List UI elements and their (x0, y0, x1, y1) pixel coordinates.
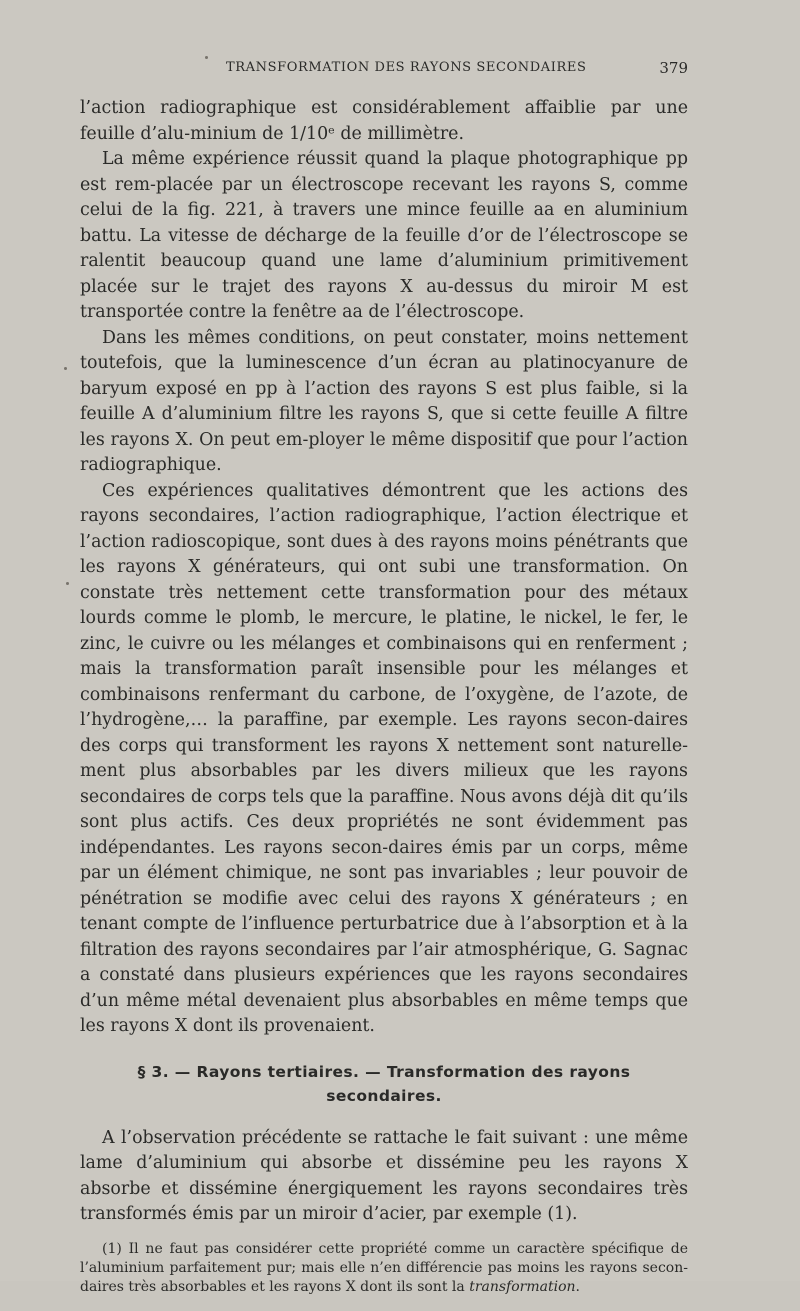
continued-paragraph: l’action radiographique est considérablement affaiblie par une feuille d’alu-minium de 1/10ᵉ de millimètre. (80, 98, 688, 144)
tertiary-rays-paragraph: A l’observation précédente se rattache le fait suivant : une même lame d’aluminium qui absorbe et dissémine peu les rayons X absorbe et dissémine énergiquement les rayons secondaires très transformés émis par un miroir d’acier, par exemple (1). (80, 1127, 688, 1224)
footnote-text: (1) Il ne faut pas considérer cette propriété comme un caractère spécifique de l’aluminium parfaitement pur; mais elle n’en différencie pas moins les rayons secon-daires très absorbables et les rayons X dont ils sont la (80, 1240, 688, 1295)
section-heading-line-1: § 3. — Rayons tertiaires. — Transformation des rayons (137, 1062, 631, 1081)
ink-speck-left (66, 582, 69, 585)
footnote (80, 1240, 688, 1297)
section-heading-line-2: secondaires. (326, 1086, 442, 1105)
footnote-end: . (575, 1278, 580, 1295)
page-header (80, 56, 688, 82)
electroscope-paragraph: La même expérience réussit quand la plaque photographique pp est rem-placée par un électroscope recevant les rayons S, comme celui de la fig. 221, à travers une mince feuille aa en aluminium battu. La vitesse de décharge de la feuille d’or de l’électroscope se ralentit beaucoup quand une lame d’aluminium primitivement placée sur le trajet des rayons X au-dessus du miroir M est transportée contre la fenêtre aa de l’électroscope. (80, 149, 688, 322)
page-body (80, 96, 688, 1311)
ink-speck-margin (64, 367, 67, 370)
section-heading (80, 1060, 688, 1108)
footnote-emphasis: transformation (469, 1278, 576, 1295)
running-head: TRANSFORMATION DES RAYONS SECONDAIRES (226, 60, 587, 75)
luminescence-paragraph: Dans les mêmes conditions, on peut constater, moins nettement toutefois, que la luminescence d’un écran au platinocyanure de baryum exposé en pp à l’action des rayons S est plus faible, si la feuille A d’aluminium filtre les rayons S, que si cette feuille A filtre les rayons X. On peut em-ployer le même dispositif que pour l’action radiographique. (80, 327, 688, 475)
page-number: 379 (659, 59, 688, 77)
qualitative-experiments-paragraph: Ces expériences qualitatives démontrent que les actions des rayons secondaires, l’action radiographique, l’action électrique et l’action radioscopique, sont dues à des rayons moins pénétrants que les rayons X générateurs, qui ont subi une transformation. On constate très nettement cette transformation pour des métaux lourds comme le plomb, le mercure, le platine, le nickel, le fer, le zinc, le cuivre ou les mélanges et combinaisons qui en renferment ; mais la transformation paraît insensible pour les mélanges et combinaisons renfermant du carbone, de l’oxygène, de l’azote, de l’hydrogène,… la paraffine, par exemple. Les rayons secon-daires des corps qui transforment les rayons X nettement sont naturelle-ment plus absorbables par les divers milieux que les rayons secondaires de corps tels que la paraffine. Nous avons déjà dit qu’ils sont plus actifs. Ces deux propriétés ne sont évidemment pas indépendantes. Les rayons secon-daires émis par un corps, même par un élément chimique, ne sont pas invariables ; leur pouvoir de pénétration se modifie avec celui des rayons X générateurs ; en tenant compte de l’influence perturbatrice due à l’absorption et à la filtration des rayons secondaires par l’air atmosphérique, G. Sagnac a constaté dans plusieurs expériences que les rayons secondaires d’un même métal devenaient plus absorbables en même temps que les rayons X dont ils provenaient. (80, 480, 688, 1036)
